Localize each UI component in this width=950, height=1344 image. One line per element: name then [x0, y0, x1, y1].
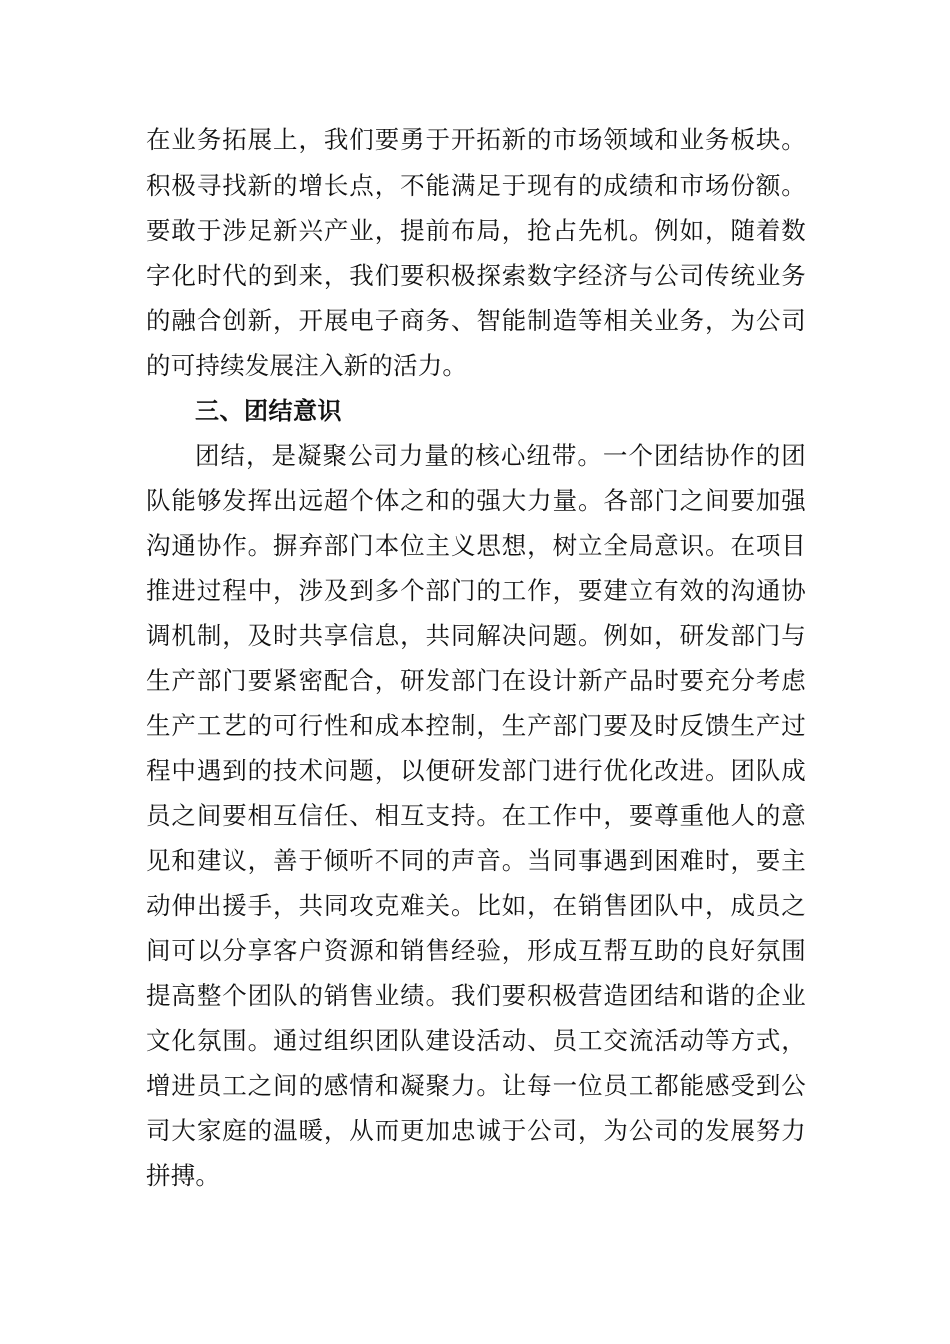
paragraph-2-line-3: 沟通协作。摒弃部门本位主义思想，树立全局意识。在项目	[146, 531, 806, 560]
paragraph-2-line-2: 队能够发挥出远超个体之和的强大力量。各部门之间要加强	[146, 486, 806, 515]
paragraph-2-line-15: 增进员工之间的感情和凝聚力。让每一位员工都能感受到公	[146, 1071, 806, 1100]
paragraph-2-line-9: 员之间要相互信任、相互支持。在工作中，要尊重他人的意	[146, 801, 806, 830]
paragraph-2-line-16: 司大家庭的温暖，从而更加忠诚于公司，为公司的发展努力	[146, 1116, 806, 1145]
paragraph-2-line-13: 提高整个团队的销售业绩。我们要积极营造团结和谐的企业	[146, 981, 806, 1010]
paragraph-2-line-4: 推进过程中，涉及到多个部门的工作，要建立有效的沟通协	[146, 576, 806, 605]
paragraph-2-line-1: 团结，是凝聚公司力量的核心纽带。一个团结协作的团	[195, 441, 806, 470]
paragraph-1-line-4: 字化时代的到来，我们要积极探索数字经济与公司传统业务	[146, 261, 806, 290]
paragraph-2-line-10: 见和建议，善于倾听不同的声音。当同事遇到困难时，要主	[146, 846, 806, 875]
paragraph-1-line-5: 的融合创新，开展电子商务、智能制造等相关业务，为公司	[146, 306, 806, 335]
paragraph-2-line-7: 生产工艺的可行性和成本控制，生产部门要及时反馈生产过	[146, 711, 806, 740]
paragraph-2-line-17: 拼搏。	[146, 1161, 221, 1190]
paragraph-1-line-1: 在业务拓展上，我们要勇于开拓新的市场领域和业务板块。	[146, 125, 806, 154]
paragraph-1-line-3: 要敢于涉足新兴产业，提前布局，抢占先机。例如，随着数	[146, 216, 806, 245]
paragraph-2-line-12: 间可以分享客户资源和销售经验，形成互帮互助的良好氛围	[146, 936, 806, 965]
section-heading: 三、团结意识	[195, 397, 342, 425]
paragraph-2-line-5: 调机制，及时共享信息，共同解决问题。例如，研发部门与	[146, 621, 806, 650]
paragraph-1-line-2: 积极寻找新的增长点，不能满足于现有的成绩和市场份额。	[146, 171, 806, 200]
paragraph-2-line-11: 动伸出援手，共同攻克难关。比如，在销售团队中，成员之	[146, 891, 806, 920]
paragraph-2-line-8: 程中遇到的技术问题，以便研发部门进行优化改进。团队成	[146, 756, 806, 785]
paragraph-2-line-14: 文化氛围。通过组织团队建设活动、员工交流活动等方式，	[146, 1026, 806, 1055]
paragraph-1-line-6: 的可持续发展注入新的活力。	[146, 351, 468, 380]
paragraph-2-line-6: 生产部门要紧密配合，研发部门在设计新产品时要充分考虑	[146, 666, 806, 695]
